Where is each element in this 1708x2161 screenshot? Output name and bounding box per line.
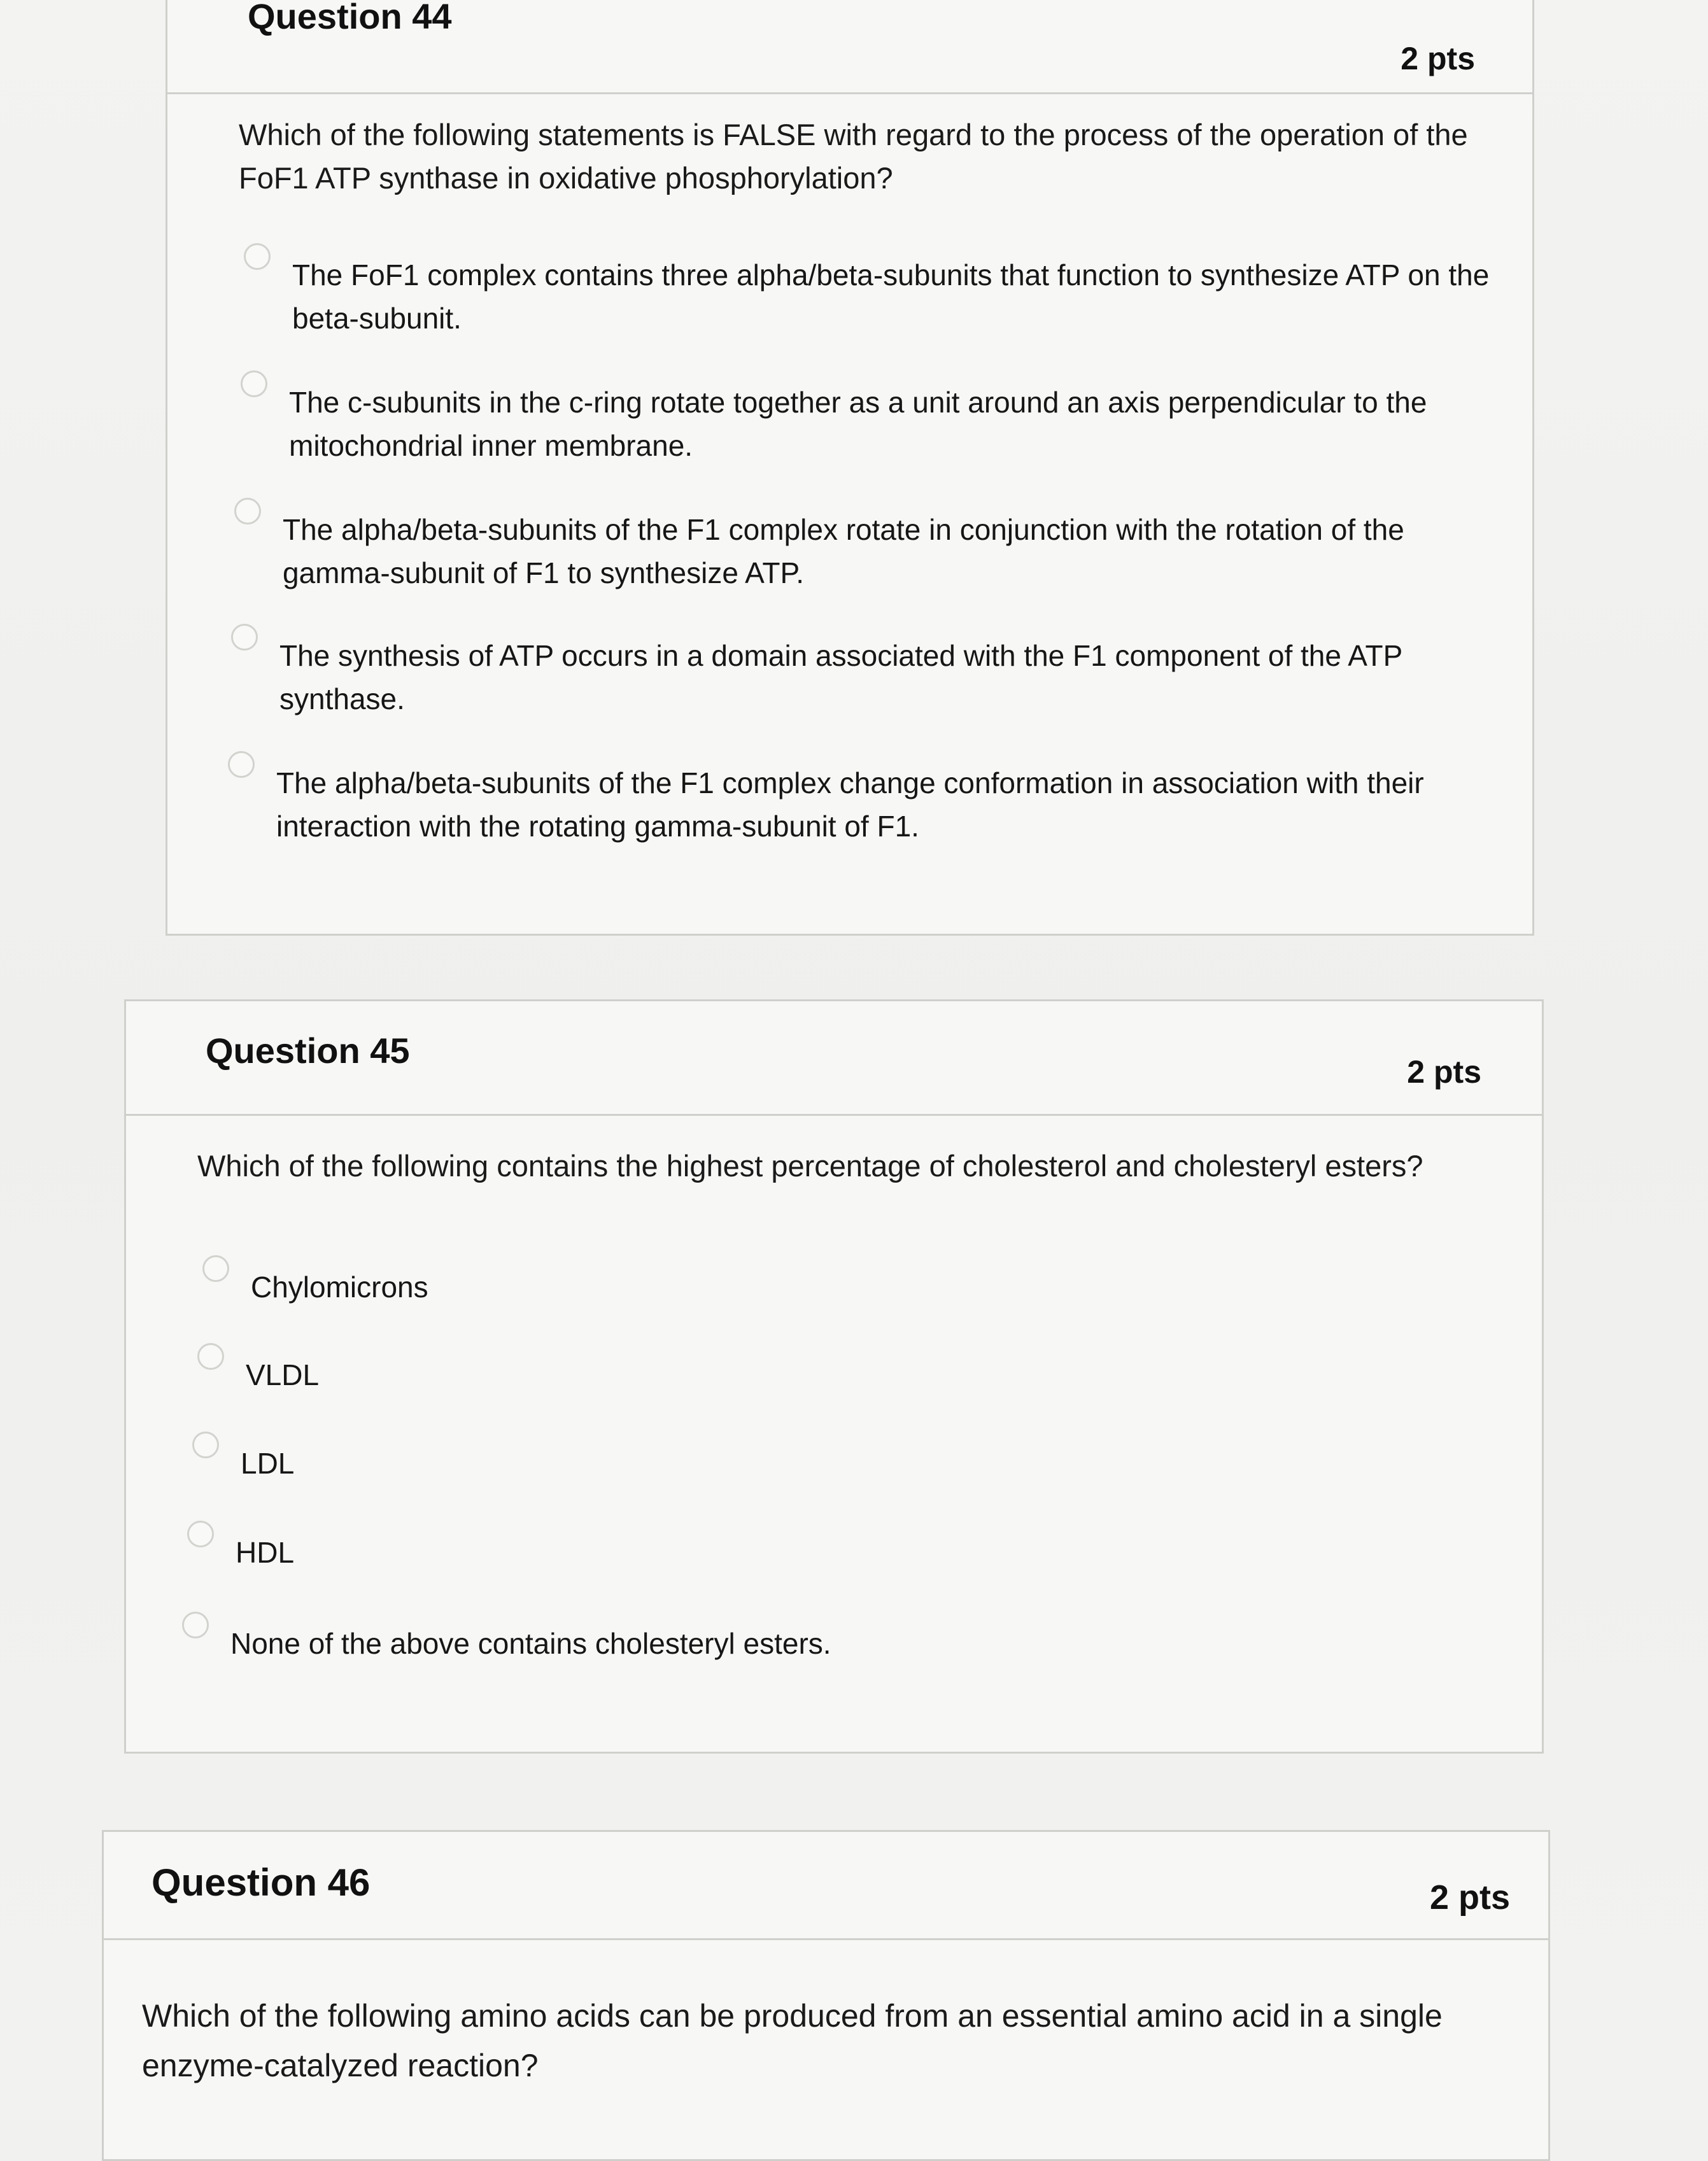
answer-label: The FoF1 complex contains three alpha/beta-subunits that function to synthesize ATP on the beta-subunit. [292, 258, 1490, 335]
question-45-answer-3[interactable] [192, 1442, 1440, 1485]
question-44-answer-4[interactable] [231, 634, 1479, 721]
answer-label: The c-subunits in the c-ring rotate together as a unit around an axis perpendicular to the mitochondrial inner membrane. [289, 386, 1427, 462]
radio-button[interactable] [187, 1521, 214, 1547]
question-45-title: Question 45 [206, 1031, 410, 1071]
question-46-title: Question 46 [152, 1861, 371, 1904]
question-44-card [166, 0, 1534, 936]
answer-label: None of the above contains cholesteryl esters. [230, 1627, 831, 1660]
question-45-answer-2[interactable] [197, 1353, 1445, 1397]
question-44-answer-5[interactable] [228, 761, 1476, 848]
radio-button[interactable] [234, 498, 261, 524]
answer-label: HDL [236, 1536, 295, 1569]
question-45-prompt: Which of the following contains the highest percentage of cholesterol and cholesteryl esters? [197, 1149, 1423, 1183]
question-45-answer-5[interactable] [182, 1622, 1430, 1665]
question-45-card [124, 999, 1544, 1754]
question-45-header [126, 1001, 1542, 1116]
question-45-answer-4[interactable] [187, 1531, 1435, 1574]
question-45-answer-1[interactable] [202, 1265, 1450, 1309]
radio-button[interactable] [244, 243, 271, 270]
question-46-points: 2 pts [1429, 1878, 1510, 1917]
question-44-points: 2 pts [1401, 41, 1475, 76]
question-44-answer-1[interactable] [244, 253, 1492, 340]
answer-label: Chylomicrons [251, 1271, 428, 1304]
question-46-card [102, 1830, 1550, 2161]
question-46-header [104, 1832, 1548, 1940]
radio-button[interactable] [231, 624, 258, 651]
radio-button[interactable] [202, 1255, 229, 1282]
question-44-answer-2[interactable] [241, 381, 1488, 467]
question-46-prompt: Which of the following amino acids can be produced from an essential amino acid in a single enzyme-catalyzed reaction? [142, 1998, 1443, 2083]
answer-label: The alpha/beta-subunits of the F1 complex change conformation in association with their interaction with the rotating gamma-subunit of F1. [276, 766, 1424, 843]
radio-button[interactable] [192, 1432, 219, 1458]
question-44-answer-3[interactable] [234, 508, 1482, 595]
answer-label: LDL [241, 1447, 295, 1480]
radio-button[interactable] [182, 1612, 209, 1638]
answer-label: VLDL [246, 1358, 320, 1391]
question-45-points: 2 pts [1407, 1054, 1481, 1090]
radio-button[interactable] [228, 751, 255, 778]
radio-button[interactable] [197, 1343, 224, 1370]
question-44-prompt: Which of the following statements is FALSE with regard to the process of the operation of the FoF1 ATP synthase in oxidative phosphorylation? [239, 118, 1468, 195]
radio-button[interactable] [241, 370, 267, 397]
answer-label: The alpha/beta-subunits of the F1 complex rotate in conjunction with the rotation of the gamma-subunit of F1 to synthesize ATP. [283, 513, 1404, 589]
question-44-title: Question 44 [248, 0, 452, 36]
question-44-header [167, 0, 1532, 94]
answer-label: The synthesis of ATP occurs in a domain associated with the F1 component of the ATP synthase. [279, 639, 1402, 715]
